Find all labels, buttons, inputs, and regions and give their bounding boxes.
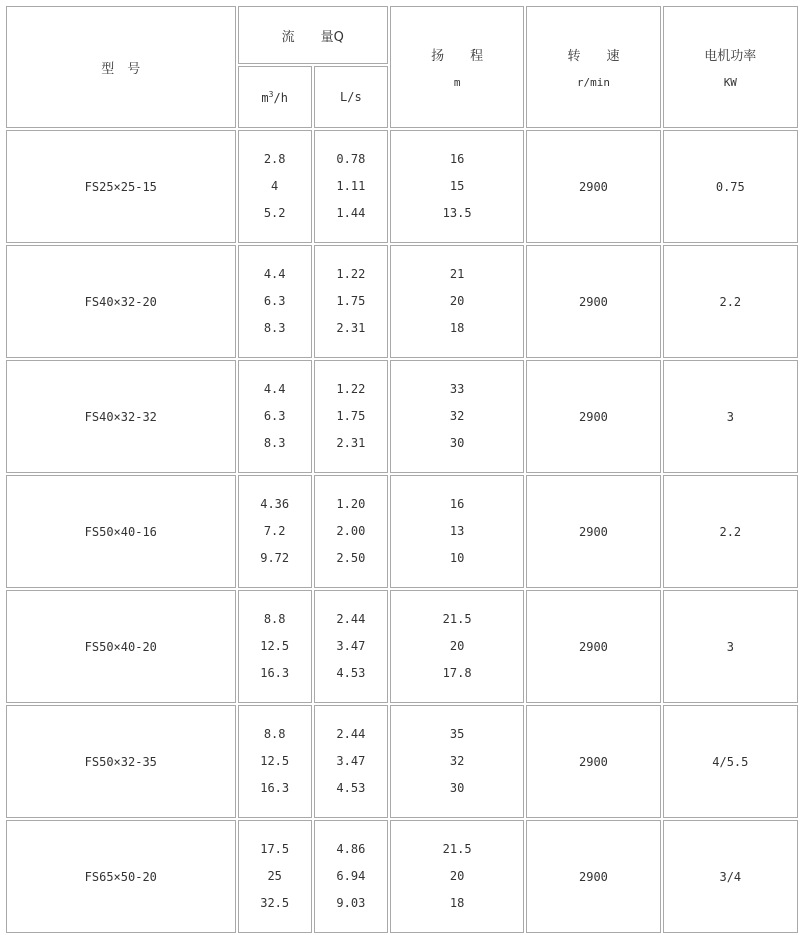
cell-power bbox=[663, 820, 798, 933]
header-flow bbox=[238, 6, 388, 64]
flow-ls-value: 2.44 bbox=[336, 612, 366, 626]
head-value: 20 bbox=[449, 869, 465, 883]
flow-ls-value: 1.22 bbox=[336, 267, 366, 281]
cell-power bbox=[663, 705, 798, 818]
cell-head bbox=[390, 705, 524, 818]
cell-head bbox=[390, 245, 524, 358]
header-power-unit: KW bbox=[723, 76, 737, 89]
model-value: FS65×50-20 bbox=[84, 869, 157, 884]
flow-ls-value: 2.31 bbox=[336, 321, 366, 335]
cell-speed bbox=[526, 820, 660, 933]
cell-power bbox=[663, 590, 798, 703]
cell-head bbox=[390, 475, 524, 588]
cell-speed bbox=[526, 475, 660, 588]
table-body bbox=[6, 6, 798, 933]
flow-ls-value: 4.53 bbox=[336, 666, 366, 680]
unit-ls: L/s bbox=[340, 90, 362, 104]
model-value: FS25×25-15 bbox=[84, 179, 157, 194]
flow-ls-value: 6.94 bbox=[336, 869, 366, 883]
cell-flow-ls bbox=[314, 590, 388, 703]
flow-m3h-value: 2.8 bbox=[263, 152, 286, 166]
header-power bbox=[663, 6, 798, 128]
speed-value: 2900 bbox=[579, 179, 608, 194]
flow-ls-value: 2.50 bbox=[336, 551, 366, 565]
cell-head bbox=[390, 130, 524, 243]
cell-flow-m3h bbox=[238, 360, 312, 473]
header-row-1 bbox=[6, 6, 798, 64]
flow-ls-value: 9.03 bbox=[336, 896, 366, 910]
header-speed bbox=[526, 6, 660, 128]
power-value: 2.2 bbox=[719, 524, 742, 539]
flow-m3h-value: 4.4 bbox=[263, 382, 286, 396]
cell-head bbox=[390, 590, 524, 703]
flow-m3h-value: 32.5 bbox=[260, 896, 290, 910]
power-value: 2.2 bbox=[719, 294, 742, 309]
cell-model bbox=[6, 245, 236, 358]
cell-model bbox=[6, 705, 236, 818]
table-row bbox=[6, 590, 798, 703]
flow-m3h-value: 4 bbox=[271, 179, 279, 193]
flow-ls-value: 1.11 bbox=[336, 179, 366, 193]
cell-speed bbox=[526, 130, 660, 243]
unit-m3h-rest: /h bbox=[273, 90, 288, 105]
cell-speed bbox=[526, 590, 660, 703]
flow-ls-value: 0.78 bbox=[336, 152, 366, 166]
flow-m3h-value: 8.8 bbox=[263, 727, 286, 741]
flow-m3h-value: 5.2 bbox=[263, 206, 286, 220]
header-flow-label: 流 量Q bbox=[281, 29, 344, 45]
model-value: FS40×32-32 bbox=[84, 409, 157, 424]
flow-ls-value: 2.44 bbox=[336, 727, 366, 741]
header-flow-ls bbox=[314, 66, 388, 128]
flow-ls-value: 1.22 bbox=[336, 382, 366, 396]
unit-m3h-base: m bbox=[261, 90, 269, 105]
head-value: 18 bbox=[449, 321, 465, 335]
head-value: 30 bbox=[449, 436, 465, 450]
flow-m3h-value: 16.3 bbox=[260, 781, 290, 795]
head-value: 35 bbox=[449, 727, 465, 741]
flow-ls-value: 2.31 bbox=[336, 436, 366, 450]
head-value: 21.5 bbox=[442, 612, 472, 626]
cell-flow-m3h bbox=[238, 590, 312, 703]
flow-ls-value: 2.00 bbox=[336, 524, 366, 538]
header-head-unit: m bbox=[453, 76, 461, 89]
speed-value: 2900 bbox=[579, 869, 608, 884]
model-value: FS40×32-20 bbox=[84, 294, 157, 309]
flow-m3h-value: 8.8 bbox=[263, 612, 286, 626]
table-row bbox=[6, 360, 798, 473]
cell-flow-ls bbox=[314, 130, 388, 243]
cell-head bbox=[390, 360, 524, 473]
cell-flow-m3h bbox=[238, 130, 312, 243]
cell-model bbox=[6, 130, 236, 243]
flow-ls-value: 4.86 bbox=[336, 842, 366, 856]
flow-ls-value: 3.47 bbox=[336, 639, 366, 653]
power-value: 3/4 bbox=[719, 869, 742, 884]
flow-m3h-value: 4.4 bbox=[263, 267, 286, 281]
head-value: 20 bbox=[449, 639, 465, 653]
cell-flow-m3h bbox=[238, 245, 312, 358]
head-value: 21.5 bbox=[442, 842, 472, 856]
model-value: FS50×32-35 bbox=[84, 754, 157, 769]
head-value: 21 bbox=[449, 267, 465, 281]
head-value: 20 bbox=[449, 294, 465, 308]
header-speed-unit: r/min bbox=[576, 76, 611, 89]
head-value: 17.8 bbox=[442, 666, 472, 680]
table-row bbox=[6, 130, 798, 243]
header-flow-m3h bbox=[238, 66, 312, 128]
head-value: 15 bbox=[449, 179, 465, 193]
speed-value: 2900 bbox=[579, 639, 608, 654]
head-value: 16 bbox=[449, 497, 465, 511]
flow-ls-value: 1.75 bbox=[336, 409, 366, 423]
model-value: FS50×40-16 bbox=[84, 524, 157, 539]
flow-m3h-value: 8.3 bbox=[263, 436, 286, 450]
head-value: 33 bbox=[449, 382, 465, 396]
flow-m3h-value: 7.2 bbox=[263, 524, 286, 538]
pump-spec-table bbox=[4, 4, 800, 935]
cell-flow-m3h bbox=[238, 820, 312, 933]
head-value: 32 bbox=[449, 754, 465, 768]
table-row bbox=[6, 705, 798, 818]
model-value: FS50×40-20 bbox=[84, 639, 157, 654]
cell-flow-m3h bbox=[238, 475, 312, 588]
unit-m3h-sup: 3 bbox=[268, 89, 274, 99]
power-value: 3 bbox=[726, 639, 734, 654]
cell-flow-ls bbox=[314, 820, 388, 933]
speed-value: 2900 bbox=[579, 294, 608, 309]
cell-flow-ls bbox=[314, 360, 388, 473]
header-model bbox=[6, 6, 236, 128]
power-value: 4/5.5 bbox=[712, 754, 749, 769]
flow-m3h-value: 8.3 bbox=[263, 321, 286, 335]
flow-ls-value: 3.47 bbox=[336, 754, 366, 768]
flow-ls-value: 4.53 bbox=[336, 781, 366, 795]
cell-speed bbox=[526, 245, 660, 358]
cell-speed bbox=[526, 705, 660, 818]
flow-m3h-value: 12.5 bbox=[260, 754, 290, 768]
table-row bbox=[6, 820, 798, 933]
head-value: 10 bbox=[449, 551, 465, 565]
flow-ls-value: 1.44 bbox=[336, 206, 366, 220]
cell-head bbox=[390, 820, 524, 933]
head-value: 13.5 bbox=[442, 206, 472, 220]
header-head bbox=[390, 6, 524, 128]
flow-m3h-value: 16.3 bbox=[260, 666, 290, 680]
header-head-label: 扬 程 bbox=[431, 49, 484, 64]
cell-power bbox=[663, 360, 798, 473]
head-value: 13 bbox=[449, 524, 465, 538]
cell-power bbox=[663, 245, 798, 358]
flow-m3h-value: 9.72 bbox=[260, 551, 290, 565]
table-row bbox=[6, 475, 798, 588]
header-power-label: 电机功率 bbox=[704, 49, 757, 64]
head-value: 18 bbox=[449, 896, 465, 910]
power-value: 0.75 bbox=[715, 179, 745, 194]
cell-power bbox=[663, 475, 798, 588]
flow-ls-value: 1.75 bbox=[336, 294, 366, 308]
cell-model bbox=[6, 360, 236, 473]
cell-flow-ls bbox=[314, 705, 388, 818]
header-model-label: 型 号 bbox=[101, 61, 141, 77]
cell-model bbox=[6, 820, 236, 933]
flow-m3h-value: 6.3 bbox=[263, 409, 286, 423]
flow-m3h-value: 6.3 bbox=[263, 294, 286, 308]
header-speed-label: 转 速 bbox=[567, 49, 620, 64]
cell-flow-ls bbox=[314, 245, 388, 358]
flow-m3h-value: 4.36 bbox=[260, 497, 290, 511]
head-value: 16 bbox=[449, 152, 465, 166]
cell-flow-ls bbox=[314, 475, 388, 588]
speed-value: 2900 bbox=[579, 524, 608, 539]
cell-model bbox=[6, 590, 236, 703]
head-value: 30 bbox=[449, 781, 465, 795]
cell-model bbox=[6, 475, 236, 588]
cell-speed bbox=[526, 360, 660, 473]
speed-value: 2900 bbox=[579, 409, 608, 424]
cell-flow-m3h bbox=[238, 705, 312, 818]
flow-m3h-value: 12.5 bbox=[260, 639, 290, 653]
flow-m3h-value: 25 bbox=[267, 869, 282, 883]
cell-power bbox=[663, 130, 798, 243]
power-value: 3 bbox=[726, 409, 734, 424]
speed-value: 2900 bbox=[579, 754, 608, 769]
table-row bbox=[6, 245, 798, 358]
head-value: 32 bbox=[449, 409, 465, 423]
flow-ls-value: 1.20 bbox=[336, 497, 366, 511]
flow-m3h-value: 17.5 bbox=[260, 842, 290, 856]
